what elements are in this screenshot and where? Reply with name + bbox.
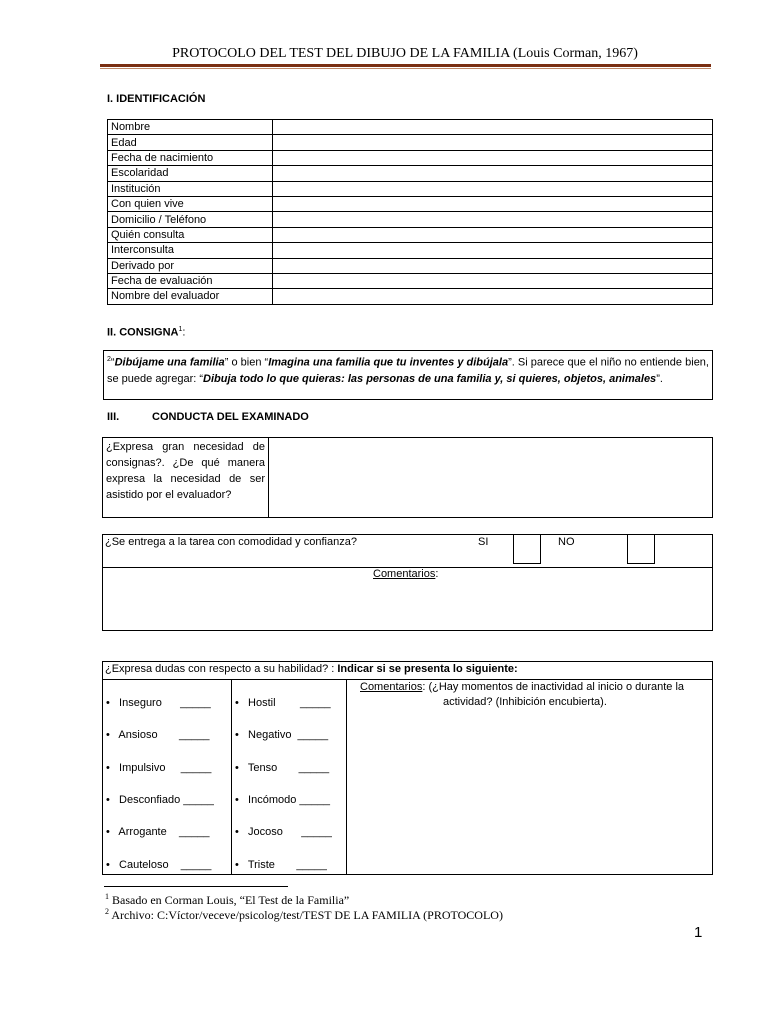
- identification-label: Fecha de evaluación: [108, 273, 273, 288]
- behavior-checklist-label: Negativo _____: [248, 729, 329, 742]
- identification-label: Institución: [108, 181, 273, 196]
- footnote-1: $^1$ Basado en Corman Louis, “El Test de la Familia”: [105, 892, 350, 907]
- behavior-checklist-item[interactable]: [106, 762, 211, 774]
- identification-row: [108, 289, 713, 304]
- bullet-icon: •: [106, 761, 120, 774]
- identification-row: [108, 227, 713, 242]
- identification-row: [108, 166, 713, 181]
- identification-row: [108, 135, 713, 150]
- consigna-quote-3: Dibuja todo lo que quieras: las personas de una familia y, si quieres, objetos, animales: [203, 372, 657, 385]
- identification-row: [108, 120, 713, 135]
- identification-row: [108, 181, 713, 196]
- behavior-checklist-label: Jocoso _____: [248, 826, 332, 839]
- consigna-quote-2: Imagina una familia que tu inventes y dibújala: [268, 356, 509, 369]
- bullet-icon: •: [106, 858, 120, 871]
- behavior-checklist-label: Impulsivo _____: [119, 761, 212, 774]
- column-divider-1: [231, 679, 232, 875]
- behavior-checklist-label: Arrogante _____: [118, 826, 210, 839]
- section-consigna-title: II. CONSIGNA$^1$:: [107, 326, 186, 339]
- identification-value-field[interactable]: [273, 227, 713, 242]
- identification-label: Fecha de nacimiento: [108, 150, 273, 165]
- comodidad-question: ¿Se entrega a la tarea con comodidad y confianza?: [105, 536, 357, 548]
- page-number: 1: [694, 924, 703, 941]
- consigna-quote-1: Dibújame una familia: [114, 356, 225, 369]
- identification-label: Edad: [108, 135, 273, 150]
- behavior-checklist-label: Tenso _____: [247, 761, 330, 774]
- behavior-checklist-label: Desconfiado _____: [119, 793, 214, 806]
- bullet-icon: •: [106, 697, 120, 709]
- identification-row: [108, 273, 713, 288]
- behavior-checklist-label: Incómodo _____: [248, 793, 330, 806]
- bullet-icon: •: [235, 858, 248, 871]
- identification-row: [108, 212, 713, 227]
- no-label: NO: [558, 536, 575, 548]
- identification-label: Domicilio / Teléfono: [108, 212, 273, 227]
- habilidad-question: ¿Expresa dudas con respecto a su habilidad? : Indicar si se presenta lo siguiente:: [105, 663, 518, 675]
- identification-value-field[interactable]: [273, 120, 713, 135]
- behavior-checklist-label: Ansioso _____: [118, 729, 210, 742]
- header-rule-thin: [100, 68, 711, 69]
- bullet-icon: •: [106, 793, 120, 806]
- behavior-checklist-item[interactable]: [106, 826, 210, 838]
- identification-row: [108, 150, 713, 165]
- comodidad-box: [102, 534, 713, 631]
- bullet-icon: •: [106, 826, 119, 839]
- comentarios-label: Comentarios:: [373, 568, 439, 580]
- identification-label: Escolaridad: [108, 166, 273, 181]
- identification-value-field[interactable]: [273, 135, 713, 150]
- identification-table: [107, 119, 713, 305]
- identification-value-field[interactable]: [273, 212, 713, 227]
- section-conducta-number: III.: [107, 411, 120, 423]
- behavior-checklist-item[interactable]: [235, 697, 331, 709]
- document-header: PROTOCOLO DEL TEST DEL DIBUJO DE LA FAMILIA (Louis Corman, 1967): [172, 46, 638, 61]
- behavior-checklist-item[interactable]: [235, 859, 327, 871]
- identification-row: [108, 258, 713, 273]
- identification-value-field[interactable]: [273, 181, 713, 196]
- behavior-checklist-item[interactable]: [235, 794, 330, 806]
- behavior-checklist-label: Triste _____: [247, 858, 327, 871]
- behavior-checklist-item[interactable]: [106, 794, 214, 806]
- si-checkbox[interactable]: [513, 534, 541, 564]
- behavior-checklist-item[interactable]: [235, 826, 332, 838]
- identification-label: Con quien vive: [108, 196, 273, 211]
- section-identificacion-title: I. IDENTIFICACIÓN: [107, 93, 206, 105]
- identification-value-field[interactable]: [273, 150, 713, 165]
- behavior-checklist-item[interactable]: [106, 729, 210, 741]
- behavior-checklist-item[interactable]: [235, 762, 329, 774]
- bullet-icon: •: [235, 729, 249, 742]
- identification-row: [108, 196, 713, 211]
- footnote-rule: [104, 886, 288, 887]
- footnote-2: $^2$ Archivo: C:Víctor/veceve/psicolog/test/TEST DE LA FAMILIA (PROTOCOLO): [105, 907, 503, 922]
- behavior-checklist-label: Cauteloso _____: [119, 858, 212, 871]
- bullet-icon: •: [235, 826, 249, 839]
- behavior-checklist-label: Hostil _____: [248, 697, 331, 709]
- behavior-checklist-item[interactable]: [106, 859, 211, 871]
- identification-row: [108, 243, 713, 258]
- identification-label: Interconsulta: [108, 243, 273, 258]
- identification-label: Derivado por: [108, 258, 273, 273]
- consignas-question-box: [102, 437, 713, 518]
- section-conducta-title: CONDUCTA DEL EXAMINADO: [152, 411, 309, 423]
- habilidad-title-row: [103, 662, 712, 680]
- behavior-checklist-item[interactable]: [106, 697, 211, 709]
- identification-value-field[interactable]: [273, 243, 713, 258]
- no-checkbox[interactable]: [627, 534, 655, 564]
- consignas-question: ¿Expresa gran necesidad de consignas?. ¿De qué manera expresa la necesidad de ser asistido por el evaluador?: [103, 438, 269, 517]
- identification-label: Nombre: [108, 120, 273, 135]
- header-rule: [100, 64, 711, 67]
- identification-label: Quién consulta: [108, 227, 273, 242]
- bullet-icon: •: [235, 793, 249, 806]
- bullet-icon: •: [106, 729, 119, 742]
- bullet-icon: •: [235, 697, 249, 709]
- behavior-checklist-label: Inseguro _____: [119, 697, 211, 709]
- identification-value-field[interactable]: [273, 289, 713, 304]
- comodidad-row: [103, 535, 712, 568]
- column-divider-2: [346, 679, 347, 875]
- habilidad-comentarios-line2: actividad? (Inhibición encubierta).: [443, 696, 607, 708]
- identification-label: Nombre del evaluador: [108, 289, 273, 304]
- si-label: SI: [478, 536, 489, 548]
- habilidad-box: [102, 661, 713, 875]
- bullet-icon: •: [235, 761, 248, 774]
- identification-value-field[interactable]: [273, 196, 713, 211]
- behavior-checklist-item[interactable]: [235, 729, 328, 741]
- habilidad-comentarios: Comentarios: (¿Hay momentos de inactividad al inicio o durante la: [360, 681, 685, 693]
- consigna-box: $^2$“Dibújame una familia” o bien “Imagina una familia que tu inventes y dibújala”. Si parece que el niño no entiende bien, se puede agregar: “Dibuja todo lo que quieras: las personas de una familia y, si quieres, objetos, animales”.: [103, 350, 713, 400]
- identification-value-field[interactable]: [273, 166, 713, 181]
- identification-value-field[interactable]: [273, 273, 713, 288]
- identification-value-field[interactable]: [273, 258, 713, 273]
